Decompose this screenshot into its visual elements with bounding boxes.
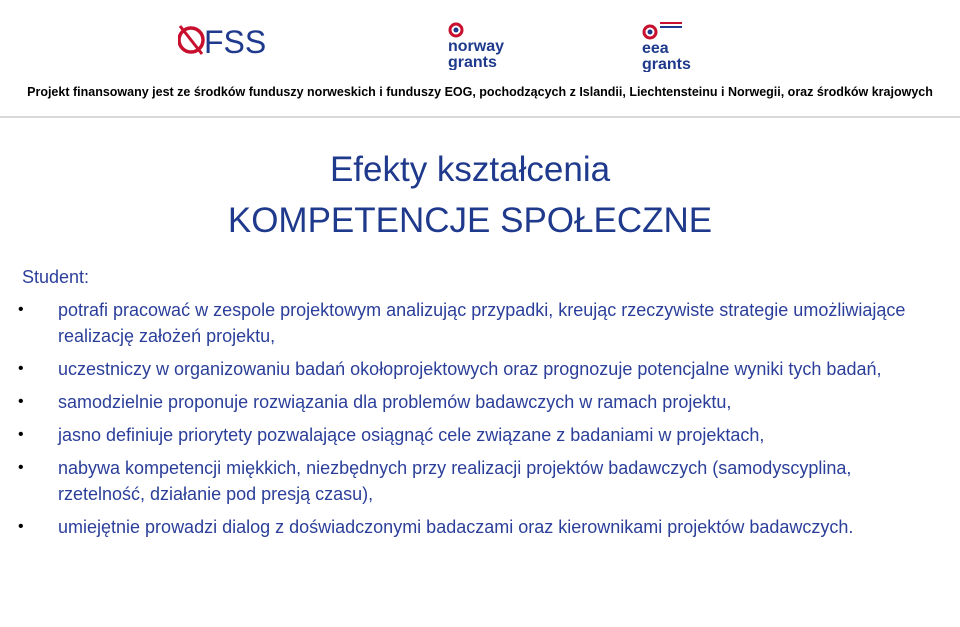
- header-divider: [0, 116, 960, 118]
- list-item-text: samodzielnie proponuje rozwiązania dla problemów badawczych w ramach projektu,: [58, 392, 732, 412]
- eea-logo-text-line1: eea: [642, 40, 669, 57]
- norway-logo-text-line1: norway: [448, 38, 505, 55]
- list-item-text: uczestniczy w organizowaniu badań okołoprojektowych oraz prognozuje potencjalne wyniki tych badań,: [58, 359, 882, 379]
- funding-note: Projekt finansowany jest ze środków funduszy norweskich i funduszy EOG, pochodzących z Islandii, Liechtensteinu i Norwegii, oraz środków krajowych: [27, 85, 933, 99]
- norway-logo-text-line2: grants: [448, 54, 497, 70]
- list-item: [0, 356, 940, 382]
- slide-title: [0, 144, 940, 246]
- slide-title-line2: KOMPETENCJE SPOŁECZNE: [227, 201, 713, 240]
- list-item: [0, 422, 940, 448]
- norway-grants-logo-icon: [446, 18, 518, 70]
- list-item-text: umiejętnie prowadzi dialog z doświadczonymi badaczami oraz kierownikami projektów badawczych.: [58, 517, 854, 537]
- logo-bar: [0, 0, 960, 80]
- bullet-icon: •: [18, 360, 24, 377]
- bullet-icon: •: [18, 301, 24, 318]
- list-item-text: potrafi pracować w zespole projektowym analizując przypadki, kreując rzeczywiste strategie umożliwiające realizację założeń projektu,: [58, 300, 906, 346]
- frss-logo-icon: [178, 14, 273, 66]
- eea-logo-text-line2: grants: [642, 56, 691, 72]
- slide-title-line1: Efekty kształcenia: [329, 150, 611, 189]
- frss-logo-text: FSS: [204, 24, 267, 60]
- bullet-icon: •: [18, 426, 24, 443]
- bullet-icon: •: [18, 393, 24, 410]
- bullet-icon: •: [18, 459, 24, 476]
- student-label: Student:: [22, 267, 90, 287]
- list-item-text: jasno definiuje priorytety pozwalające osiągnąć cele związane z badaniami w projektach,: [58, 425, 765, 445]
- list-item: [0, 389, 940, 415]
- bullet-icon: •: [18, 518, 24, 535]
- list-item-text: nabywa kompetencji miękkich, niezbędnych przy realizacji projektów badawczych (samodyscyplina, rzetelność, działanie pod presją czasu),: [58, 458, 852, 504]
- list-item: [0, 514, 940, 540]
- competence-list: [0, 297, 940, 547]
- eea-grants-logo-icon: [640, 16, 712, 72]
- list-item: [0, 297, 940, 349]
- list-item: [0, 455, 940, 507]
